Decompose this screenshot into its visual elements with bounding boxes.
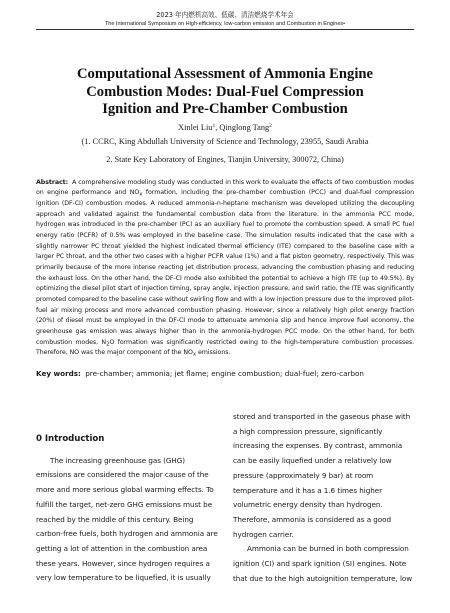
- intro-paragraph-1: The increasing greenhouse gas (GHG) emissions are considered the major cause of the more and more serious global warming effects. To fulfill the target, net-zero GHG emissions must be reached by the middle of this century. Being carbon-free fuels, both hydrogen and ammonia are getting a lot of attention in the combustion area these years. However, since hydrogen requires a very low temperature to be liquefied, it is usually: [36, 455, 218, 583]
- body-columns: [36, 410, 416, 586]
- author-2-affil: 2: [269, 122, 272, 129]
- right-column: [233, 410, 416, 586]
- section-title: 0 Introduction: [36, 434, 105, 444]
- header-english: The International Symposium on High-efficiency, low-carbon emission and Combustion in Engines•: [104, 21, 346, 27]
- intro-paragraph-1-cont: stored and transported in the gaseous phase with a high compression pressure, significantly increasing the expenses. By contrast, ammonia can be easily liquefied under a relatively low pressure (approximately 9 bar) at room temperature and it has a 1.6 times higher volumetric energy density than hydrogen. Therefore, ammonia is considered as a good hydrogen carrier.: [233, 412, 411, 539]
- left-column: [36, 410, 219, 586]
- abstract-label: Abstract:: [36, 178, 69, 186]
- abstract-text-3: O formation was significantly restricted owing to the high-temperature combustion processes. Therefore, NO was the major component of the NO: [36, 338, 414, 357]
- abstract-text-2: formation, including the pre-chamber combustion (PCC) and dual-fuel compression ignition (DF-CI) combustion modes. A reduced ammonia-n-heptane mechanism was developed utilizing the decoupling approach and validated against the fundamental combustion data from the literature. In the ammonia PCC mode, hydrogen was introduced in the pre-chamber (PC) as an auxiliary fuel to promote the combustion speed. A small PC fuel energy ratio (PCFR) of 0.5% was employed in the baseline case. The simulation results indicated that the case with a slightly narrower PC throat yielded the highest indicated thermal efficiency (ITE) compared to the baseline case with a larger PC throat, and the other two cases with a higher PCFR value (1%) and a flat piston geometry, respectively. This was primarily because of the more intense reacting jet distribution process, advancing the combustion phasing and reducing the exhaust loss. On the other hand, the DF-CI mode also exhibited the potential to achieve a high ITE (up to 49.5%). By optimizing the diesel pilot start of injection timing, spray angle, injection pressure, and swirl ratio, the ITE was significantly promoted compared to the baseline case without swirling flow and with a low injection pressure due to the improved pilot-fuel air mixing process and more advanced combustion phasing. However, since a relatively high pilot energy fraction (20%) of diesel must be employed in the DF-CI mode to attenuate ammonia slip and hence improve fuel economy, the greenhouse gas emission was always higher than in the ammonia-hydrogen PCC mode. On the other hand, for both combustion modes, N: [36, 189, 414, 346]
- keywords-text: pre-chamber; ammonia; jet flame; engine combustion; dual-fuel; zero-carbon: [85, 368, 364, 378]
- running-header: [0, 0, 450, 30]
- author-line: [0, 122, 450, 134]
- header-rule: [36, 29, 414, 30]
- affiliation-2: 2. State Key Laboratory of Engines, Tianjin University, 300072, China): [106, 154, 344, 164]
- author-separator: ,: [215, 122, 220, 132]
- author-1: Xinlei Liu: [178, 122, 213, 132]
- abstract-text-1: A comprehensive modeling study was conducted in this work to evaluate the effects of two combustion modes on engine performance and NO: [36, 178, 414, 197]
- keywords: [36, 369, 414, 379]
- author-2: Qinglong Tang: [219, 122, 270, 132]
- abstract-sub-2: 2: [106, 341, 110, 348]
- paper-title: Computational Assessment of Ammonia Engine Combustion Modes: Dual-Fuel Compression Ignition and Pre-Chamber Combustion: [77, 66, 373, 118]
- abstract-sub-3: x: [192, 351, 197, 358]
- abstract: [36, 178, 414, 359]
- abstract-text-4: emissions.: [196, 349, 231, 357]
- author-1-affil: 1: [212, 122, 216, 129]
- affiliation-1: (1. CCRC, King Abdullah University of Science and Technology, 23955, Saudi Arabia: [81, 136, 369, 146]
- header-chinese: 2023 年内燃机高效、低碳、清洁燃烧学术年会: [156, 11, 294, 19]
- intro-paragraph-2: Ammonia can be burned in both compression ignition (CI) and spark ignition (SI) engines. Note that due to the high autoignition temperature, low: [233, 544, 413, 583]
- abstract-sub-1: x: [139, 191, 143, 198]
- keywords-label: Key words:: [36, 368, 81, 378]
